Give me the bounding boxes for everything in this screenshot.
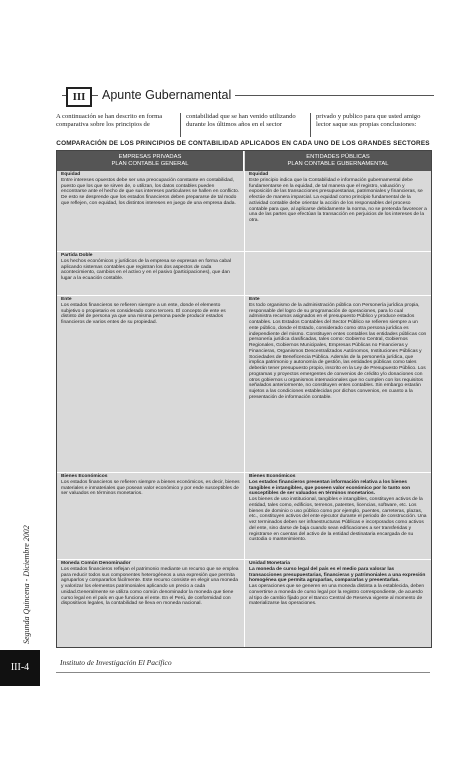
cell-text: Los bienes de uso institucional, tangibles e intangibles, constituyen activos de la entidad, tales como, edificios, terrenos, patentes, licencias, software, etc. Los bienes de dominio o uso público como por ejemplo, puentes, carreteras, plazas, etc., constituyen activos del ente ejecutor durante el periodo de construcción. Una vez terminados deben ser infraestructuras Públicas e incorporados como activos del ente, sino darse de baja cuando sean edificaciones a ser transferidas y registrarse en cuentas del activo de la entidad destinataria encargada de su custodia o mantenimiento. (249, 497, 427, 543)
cell-heading: Equidad (61, 172, 81, 177)
header-public-line2: PLAN CONTABLE GUBERNAMENTAL (287, 161, 389, 167)
cell-text: Este principio indica que la Contabilidad e información gubernamental debe fundamentarse en la equidad, de tal manera que el registro, valuación y exposición de las transacciones presupuestarias, patrimoniales y financieras, se efectúe de manera imparcial. La equidad como principio fundamental de la actividad contable debe orientar la acción de los responsables del proceso contable para que, al aplicarse debidamente la norma, no se pretenda favorecer a una de las partes que efectúan la transacción en perjuicios de los intereses de la otra. (249, 177, 427, 223)
section-header (62, 86, 434, 106)
intro-col-1: A continuación se han descrito en forma comparativa sobre los principios de (56, 113, 163, 129)
cell-ente-private (57, 296, 244, 472)
cell-heading: Bienes Económicos (61, 474, 108, 479)
header-public (245, 151, 431, 171)
cell-heading: Partida Doble (61, 253, 93, 258)
cell-moneda-public (245, 560, 431, 647)
page-footer (0, 650, 474, 690)
cell-heading: Unidad Monetaria (249, 561, 291, 566)
cell-heading: Moneda Común Denominador (61, 561, 131, 566)
cell-text: Es todo organismo de la administración pública con Personería jurídica propia, responsable del logro de su programación de operaciones, para lo cual administra recursos asignados en el presupuesto Público y produce estados contables. Los Estados Contables del Sector Público se refieren siempre a un ente público, donde el Estado, considerado como otra persona jurídica es independiente del mismo. Constituyen entes contables las entidades públicas con personería jurídica clasificadas, tales como: Gobierno Central, Gobiernos Regionales, Gobiernos Municipales, Empresas Públicas no Financieras y Financieras, Organismos Descentralizados Autónomos, Instituciones Públicas y Sociedades de Beneficencia Pública. Además de la personería jurídica, que implica patrimonio y autonomía de gestión, las entidades públicas como tales deberán tener presupuesto propio, inscrito en la Ley de Presupuesto Público. Los programas y proyectos emergentes de convenios de crédito y/o donaciones con otros gobiernos u organismos internacionales que no cumplen con los requisitos señalados anteriormente, no constituyen entes contables. Sin embargo estarán sujetos a las condiciones establecidas por dichos convenios, en cuanto a la presentación de información contable. (249, 302, 427, 400)
cell-text: Los estados financieros se refieren siempre a bienes económicos, es decir, bienes materiales e inmateriales que posean valor económico y por ende susceptibles de ser valuados en términos monetarios. (61, 479, 240, 497)
cell-heading: Ente (249, 297, 260, 302)
page-number: III-4 (0, 650, 40, 686)
header-private-line2: PLAN CONTABLE GENERAL (111, 161, 189, 167)
cell-text: Las operaciones que se generen en una moneda distinta a la establecida, deben convertirse a moneda de curso legal por la registro correspondiente, de acuerdo al tipo de cambio fijado por el Banco Central de Reserva vigente al momento de materializarse las operaciones. (249, 584, 425, 607)
section-title: Apunte Gubernamental (98, 86, 235, 104)
cell-bold-text: Los estados financieros presentan información relativa a los bienes tangibles e intangibles, que poseen valor económico por lo tanto son susceptibles de ser valuados en términos monetarios. (249, 479, 411, 497)
cell-ente-public (245, 296, 431, 472)
cell-bold-text: La moneda de curso legal del país es el medio para valorar las transacciones presupuestarias, financieras y patrimoniales a una expresión homogénea que permita agruparlas, compararlas y presentarlas. (249, 566, 426, 584)
cell-bienes-private (57, 473, 244, 559)
cell-heading: Equidad (249, 172, 269, 177)
cell-text: Los estados financieros reflejan el patrimonio mediante un recurso que se emplea para reducir todos sus componentes heterogéneos a una expresión que permita agruparlos y compararlos fácilmente. Este recurso consiste en elegir una moneda y valorizar los elementos patrimoniales aplicando un precio a cada unidad.Generalmente se utiliza como común denominador la moneda que tiene curso legal en el país en que funciona el ente. En el Perú, de conformidad con dispositivos legales, la contabilidad se lleva en moneda nacional. (61, 566, 239, 607)
institution-name: Instituto de Investigación El Pacífico (60, 658, 172, 667)
issue-sidebar (0, 525, 38, 644)
cell-equidad-private (57, 171, 244, 251)
cell-text: Los estados financieros se refieren siempre a un ente, donde el elemento subjetivo o propietario es considerado como tercero. El concepto de ente es distinto del de persona ya que una misma persona puede producir estados financieros de varios entes de su propiedad. (61, 302, 226, 325)
cell-heading: Ente (61, 297, 72, 302)
cell-moneda-private (57, 560, 244, 647)
header-private-line1: EMPRESAS PRIVADAS (118, 154, 182, 160)
footer-rule (56, 672, 430, 673)
comparison-table (56, 150, 432, 648)
cell-text: Entre intereses opuestos debe ser una preocupación constante en contabilidad, puesto que los que se sirven de, o utilizan, los datos contables pueden encontrarse ante el hecho de que sus intereses particulares se hallen en conflicto. De esto se desprende que los estados financieros deben prepararse de tal modo que reflejen, con equidad, los distintos intereses en juego de una empresa dada. (61, 177, 240, 206)
cell-equidad-public (245, 171, 431, 251)
cell-bienes-public (245, 473, 431, 559)
cell-partida-doble-private (57, 252, 244, 295)
table-title: COMPARACIÓN DE LOS PRINCIPIOS DE CONTABILIDAD APLICADOS EN CADA UNO DE LOS GRANDES SECTORES (56, 140, 430, 147)
issue-date: Segunda Quincena - Diciembre 2002 (22, 525, 31, 644)
section-number: III (66, 87, 92, 107)
intro-col-2: contabilidad que se han venido utilizando durante los últimos años en el sector (180, 113, 310, 137)
header-private (57, 151, 244, 171)
intro-col-3: privado y publico para que usted amigo lector saque sus propias conclusiones: (310, 113, 434, 137)
header-public-line1: ENTIDADES PÚBLICAS (306, 154, 370, 160)
cell-text: Los hechos económicos y jurídicos de la empresa se expresan en forma cabal aplicando sistemas contables que registran los dos aspectos de cada acontecimiento, cambios en el activo y en el pasivo (participaciones), que dan lugar a la ecuación contable. (61, 258, 231, 281)
cell-heading: Bienes Económicos (249, 474, 296, 479)
